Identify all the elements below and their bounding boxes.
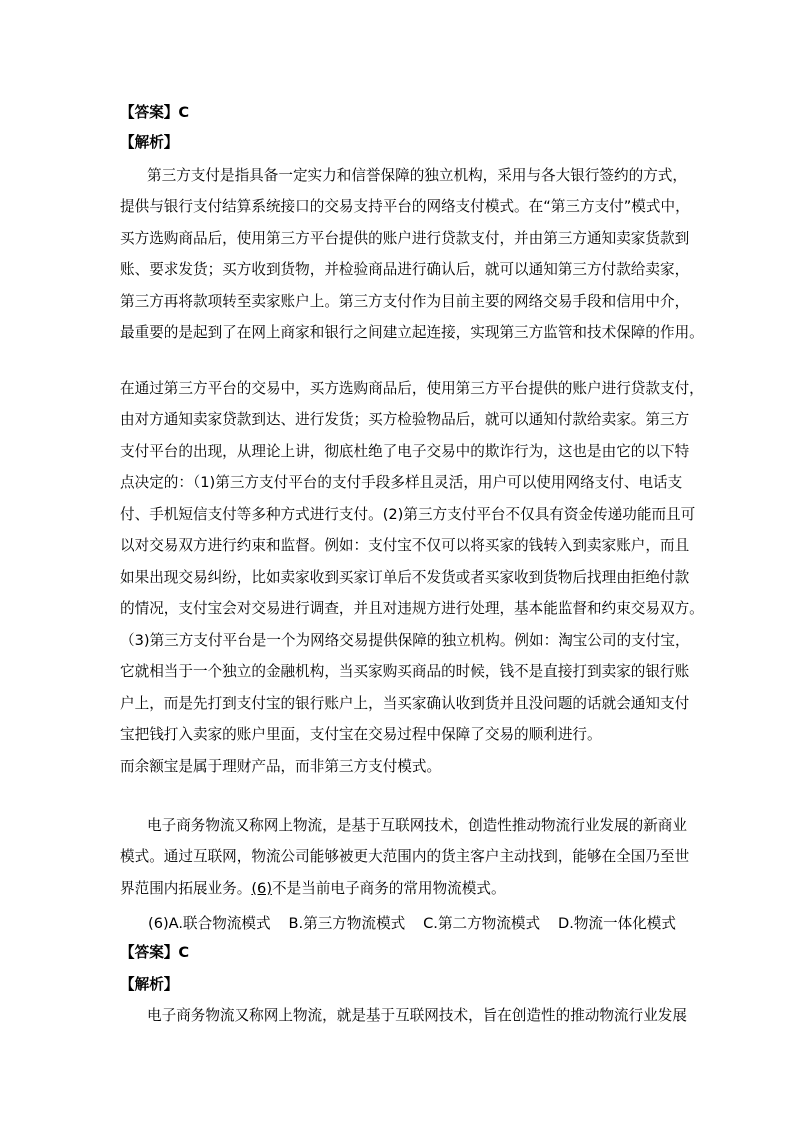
paragraph-line: 账、要求发货；买方收到货物，并检验商品进行确认后，就可以通知第三方付款给卖家， (120, 261, 690, 278)
paragraph-line: 第三方支付是指具备一定实力和信誉保障的独立机构，采用与各大银行签约的方式， (147, 167, 687, 184)
paragraph-line: 宝把钱打入卖家的账户里面，支付宝在交易过程中保障了交易的顺利进行。 (120, 726, 602, 743)
paragraph-line: 如果出现交易纠纷，比如卖家收到买家订单后不发货或者买家收到货物后找理由拒绝付款 (120, 569, 690, 586)
option-d: D.物流一体化模式 (557, 915, 676, 932)
paragraph-line: 而余额宝是属于理财产品，而非第三方支付模式。 (120, 758, 442, 775)
paragraph-line: 的情况，支付宝会对交易进行调查，并且对违规方进行处理，基本能监督和约束交易双方。 (120, 600, 704, 617)
stem-text: 界范围内拓展业务。 (120, 880, 252, 897)
paragraph-line: 买方选购商品后，使用第三方平台提供的账户进行贷款支付，并由第三方通知卖家货款到 (120, 230, 690, 247)
answer-value: C (178, 104, 190, 121)
paragraph-line: 点决定的：（1)第三方支付平台的支付手段多样且灵活，用户可以使用网络支付、电话支 (120, 474, 683, 491)
analysis-heading-q6: 【解析】 (120, 976, 179, 993)
answer-label: 【答案】 (120, 944, 179, 961)
paragraph-line: 最重要的是起到了在网上商家和银行之间建立起连接，实现第三方监管和技术保障的作用。 (120, 324, 704, 341)
analysis-heading-q5: 【解析】 (120, 134, 179, 151)
option-c: C.第二方物流模式 (423, 915, 541, 932)
answer-heading-q5 (120, 103, 189, 123)
options-row (148, 914, 676, 934)
answer-heading-q6 (120, 943, 189, 963)
paragraph-line: 付、手机短信支付等多种方式进行支付。(2)第三方支付平台不仅具有资金传递功能而且可 (120, 506, 696, 523)
stem-text: 不是当前电子商务的常用物流模式。 (272, 880, 506, 897)
question-stem-line: 电子商务物流又称网上物流，是基于互联网技术，创造性推动物流行业发展的新商业 (147, 817, 687, 834)
paragraph-line: 第三方再将款项转至卖家账户上。第三方支付作为目前主要的网络交易手段和信用中介， (120, 293, 690, 310)
answer-value: C (178, 944, 190, 961)
paragraph-line: 提供与银行支付结算系统接口的交易支持平台的网络支付模式。在“第三方支付”模式中， (120, 198, 690, 215)
question-blank: (6) (251, 880, 273, 897)
question-stem-line: 模式。通过互联网，物流公司能够被更大范围内的货主客户主动找到，能够在全国乃至世 (120, 848, 690, 865)
option-b: B.第三方物流模式 (288, 915, 406, 932)
paragraph-line: 在通过第三方平台的交易中，买方选购商品后，使用第三方平台提供的账户进行贷款支付， (120, 380, 704, 397)
paragraph-line: 以对交易双方进行约束和监督。例如：支付宝不仅可以将买家的钱转入到卖家账户，而且 (120, 537, 690, 554)
paragraph-line: 支付平台的出现，从理论上讲，彻底杜绝了电子交易中的欺诈行为，这也是由它的以下特 (120, 443, 690, 460)
paragraph-line: 户上，而是先打到支付宝的银行账户上，当买家确认收到货并且没问题的话就会通知支付 (120, 695, 690, 712)
answer-label: 【答案】 (120, 104, 179, 121)
paragraph-line: 它就相当于一个独立的金融机构，当买家购买商品的时候，钱不是直接打到卖家的银行账 (120, 663, 690, 680)
option-a: (6)A.联合物流模式 (148, 915, 271, 932)
paragraph-line: 由对方通知卖家贷款到达、进行发货；买方检验物品后，就可以通知付款给卖家。第三方 (120, 411, 690, 428)
question-stem-line (120, 879, 506, 899)
paragraph-line: 电子商务物流又称网上物流，就是基于互联网技术，旨在创造性的推动物流行业发展 (147, 1007, 687, 1024)
paragraph-line: （3)第三方支付平台是一个为网络交易提供保障的独立机构。例如：淘宝公司的支付宝， (120, 632, 690, 649)
